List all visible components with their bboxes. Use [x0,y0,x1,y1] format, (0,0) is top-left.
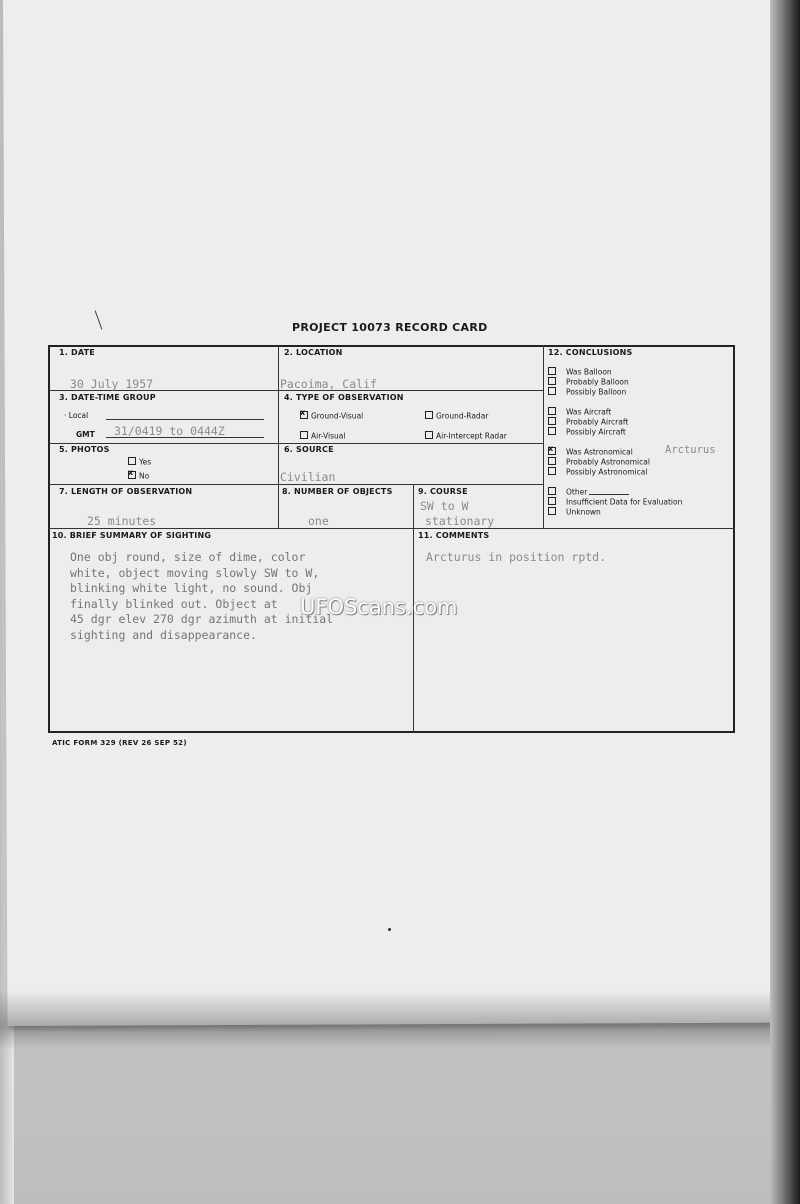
checkbox-icon [548,467,556,475]
conclusion-label: Insufficient Data for Evaluation [566,497,683,507]
number-of-objects-label: 8. NUMBER OF OBJECTS [282,487,393,496]
course-value-line2: stationary [425,514,495,528]
row-divider [48,528,735,529]
conclusion-option [548,427,628,437]
checkbox-icon [300,431,308,439]
conclusion-label: Other [566,487,588,497]
astronomical-note: Arcturus [665,444,716,456]
checkbox-icon [548,497,556,505]
comments-label: 11. COMMENTS [418,531,490,540]
length-of-observation-label: 7. LENGTH OF OBSERVATION [59,487,193,496]
ground-visual-label: Ground-Visual [311,411,364,421]
type-of-observation-label: 4. TYPE OF OBSERVATION [284,393,404,402]
photos-label: 5. PHOTOS [59,445,110,454]
checkbox-icon [548,427,556,435]
option-air-visual [300,431,345,441]
conclusions-label: 12. CONCLUSIONS [548,348,633,357]
other-line [589,494,629,495]
local-time-line [106,419,264,420]
conclusion-option [548,387,629,397]
gmt-value: 31/0419 to 0444Z [114,424,225,438]
source-value: Civilian [280,470,336,484]
conclusion-option [548,407,628,417]
option-photos-yes [128,457,151,467]
date-value: 30 July 1957 [70,377,154,391]
summary-line: finally blinked out. Object at [70,596,278,611]
checkbox-icon [548,407,556,415]
row-divider [48,443,543,444]
conclusion-option [548,417,628,427]
local-label: Local [68,411,89,420]
conclusion-label: Possibly Astronomical [566,467,648,477]
summary-line: sighting and disappearance. [70,627,257,642]
conclusion-option [548,487,682,497]
conclusion-option-checked [548,447,650,457]
conclusion-label: Possibly Balloon [566,387,627,397]
checkbox-icon [548,507,556,515]
photos-no-label: No [139,471,150,481]
air-intercept-radar-label: Air-Intercept Radar [436,431,507,441]
conclusion-label: Possibly Aircraft [566,427,626,437]
col-divider [543,345,544,528]
conclusion-group-aircraft [548,407,628,437]
conclusion-label: Was Balloon [566,367,612,377]
conclusion-label: Probably Aircraft [566,417,629,427]
checkbox-icon [128,457,136,465]
conclusion-label: Was Astronomical [566,447,633,457]
checkbox-icon [548,387,556,395]
checked-box-icon [548,447,556,455]
comments-value: Arcturus in position rptd. [426,550,607,564]
course-value-line1: SW to W [420,499,469,513]
option-air-intercept-radar [425,431,507,441]
option-photos-no [128,471,149,481]
card-title: PROJECT 10073 RECORD CARD [292,321,488,334]
ink-dot [388,928,391,931]
summary-line: blinking white light, no sound. Obj [70,581,313,595]
location-value: Pacoima, Calif [280,377,377,391]
photos-yes-label: Yes [139,457,152,467]
checkbox-icon [548,457,556,465]
conclusion-label: Unknown [566,507,601,517]
conclusion-group-balloon [548,367,629,397]
conclusion-option [548,467,650,477]
conclusion-option [548,367,629,377]
number-of-objects-value: one [308,514,329,528]
conclusion-label: Probably Balloon [566,377,629,387]
brief-summary-label: 10. BRIEF SUMMARY OF SIGHTING [52,531,212,540]
option-ground-radar [425,411,488,421]
date-label: 1. DATE [59,348,95,357]
option-ground-visual [300,411,363,421]
scan-right-edge [770,0,800,1204]
gmt-line [106,437,264,438]
conclusion-label: Was Aircraft [566,407,612,417]
summary-line: 45 dgr elev 270 dgr azimuth at initial [70,612,334,626]
course-label: 9. COURSE [418,487,468,496]
date-time-group-label: 3. DATE-TIME GROUP [59,393,156,402]
row-divider [48,484,543,485]
conclusion-option [548,377,629,387]
checkbox-icon [548,417,556,425]
source-label: 6. SOURCE [284,445,334,454]
ground-radar-label: Ground-Radar [436,411,489,421]
paper-bottom-edge [0,990,800,1050]
summary-line: One obj round, size of dime, color [70,550,306,564]
summary-line: white, object moving slowly SW to W, [70,565,320,580]
conclusion-option [548,497,682,507]
checkbox-icon [548,367,556,375]
air-visual-label: Air-Visual [311,431,346,441]
gmt-label: GMT [76,430,95,439]
checkbox-icon [425,411,433,419]
watermark: UFOScans.com [300,595,458,619]
checkbox-icon [548,377,556,385]
conclusion-label: Probably Astronomical [566,457,650,467]
checked-box-icon [300,411,308,419]
checkbox-icon [425,431,433,439]
length-of-observation-value: 25 minutes [87,514,157,528]
location-label: 2. LOCATION [284,348,343,357]
checkbox-icon [548,487,556,495]
conclusion-group-other [548,487,682,517]
form-number: ATIC FORM 329 (REV 26 SEP 52) [52,739,187,747]
conclusion-option [548,457,650,467]
conclusion-group-astronomical [548,447,650,477]
col-divider [278,345,279,528]
conclusion-option [548,507,682,517]
checked-box-icon [128,471,136,479]
local-time-label: · Local [64,411,89,420]
